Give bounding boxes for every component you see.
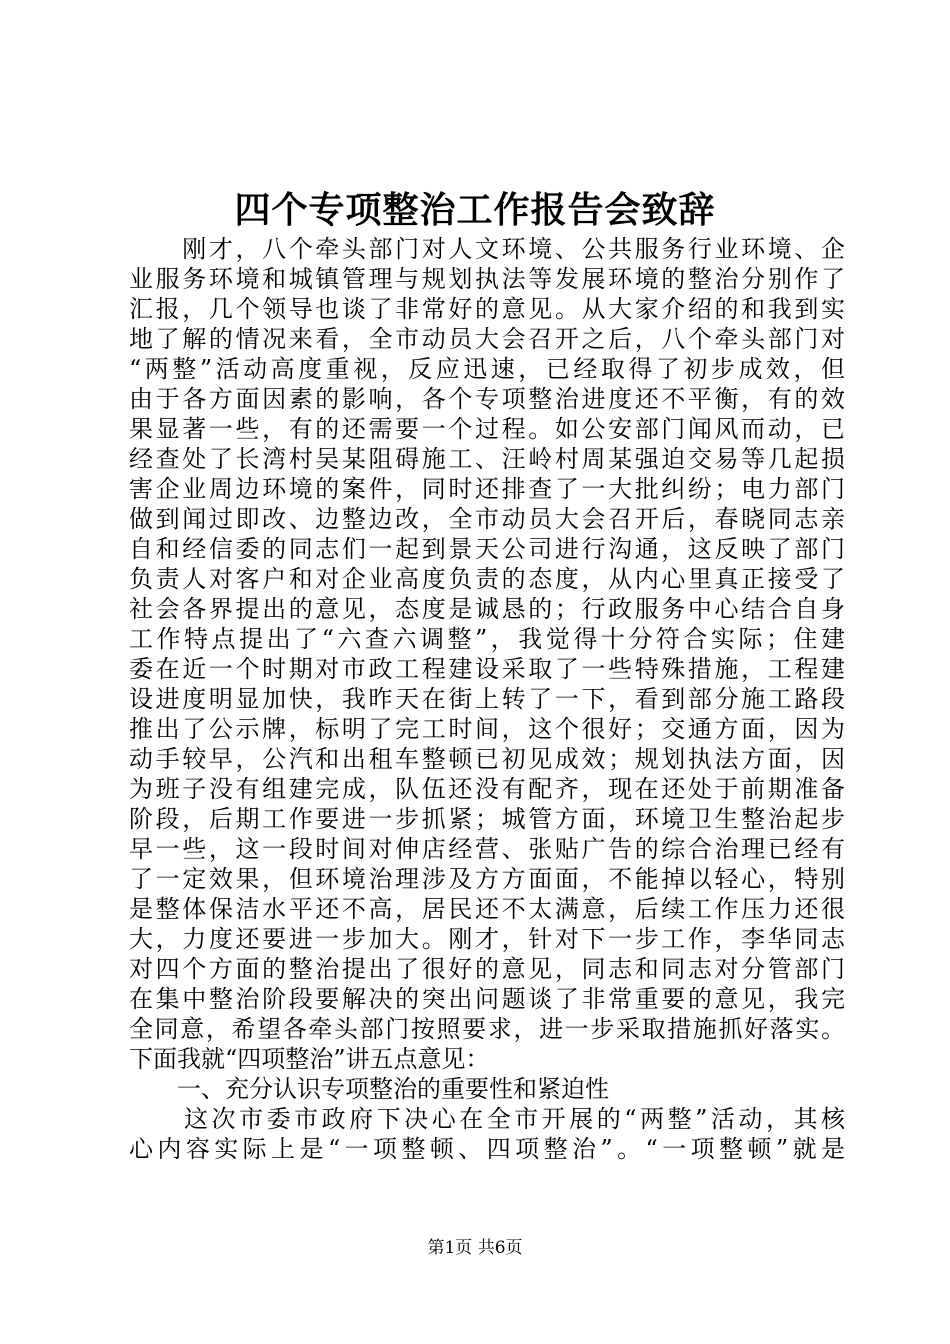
document-title: 四个专项整治工作报告会致辞: [234, 189, 716, 231]
body-line: 了一定效果，但环境治理涉及方方面面，不能掉以轻心，特别: [129, 865, 845, 893]
body-line: 心内容实际上是“一项整顿、四项整治”。“一项整顿”就是: [129, 1135, 845, 1163]
body-line: 自和经信委的同志们一起到景天公司进行沟通，这反映了部门: [129, 535, 845, 563]
body-line: 汇报，几个领导也谈了非常好的意见。从大家介绍的和我到实: [129, 295, 845, 323]
body-line: 阶段，后期工作要进一步抓紧；城管方面，环境卫生整治起步: [129, 805, 845, 833]
body-line: 在集中整治阶段要解决的突出问题谈了非常重要的意见，我完: [129, 985, 845, 1013]
document-body: [129, 234, 845, 1164]
body-line: 动手较早，公汽和出租车整顿已初见成效；规划执法方面，因: [129, 745, 845, 773]
body-line: 做到闻过即改、边整边改，全市动员大会召开后，春晓同志亲: [129, 505, 845, 533]
body-line: 设进度明显加快，我昨天在街上转了一下，看到部分施工路段: [129, 685, 845, 713]
body-line: 地了解的情况来看，全市动员大会召开之后，八个牵头部门对: [129, 325, 845, 353]
body-line: 社会各界提出的意见，态度是诚恳的；行政服务中心结合自身: [129, 595, 845, 623]
body-line: 是整体保洁水平还不高，居民还不太满意，后续工作压力还很: [129, 895, 845, 923]
body-line: 业服务环境和城镇管理与规划执法等发展环境的整治分别作了: [129, 265, 845, 293]
body-line: “两整”活动高度重视，反应迅速，已经取得了初步成效，但: [129, 355, 845, 383]
body-line: 果显著一些，有的还需要一个过程。如公安部门闻风而动，已: [129, 415, 845, 443]
body-line: 害企业周边环境的案件，同时还排查了一大批纠纷；电力部门: [129, 475, 845, 503]
body-line: 推出了公示牌，标明了完工时间，这个很好；交通方面，因为: [129, 715, 845, 743]
body-line: 这次市委市政府下决心在全市开展的“两整”活动，其核: [129, 1105, 845, 1133]
body-line: 工作特点提出了“六查六调整”，我觉得十分符合实际；住建: [129, 625, 845, 653]
body-line: 为班子没有组建完成，队伍还没有配齐，现在还处于前期准备: [129, 775, 845, 803]
body-line: 经查处了长湾村吴某阻碍施工、汪岭村周某强迫交易等几起损: [129, 445, 845, 473]
body-line: 早一些，这一段时间对伸店经营、张贴广告的综合治理已经有: [129, 835, 845, 863]
body-line: 全同意，希望各牵头部门按照要求，进一步采取措施抓好落实。: [129, 1015, 845, 1043]
body-line: 刚才，八个牵头部门对人文环境、公共服务行业环境、企: [129, 235, 845, 263]
body-line: 大，力度还要进一步加大。刚才，针对下一步工作，李华同志: [129, 925, 845, 953]
body-line: 下面我就“四项整治”讲五点意见：: [129, 1045, 490, 1073]
section-heading: 一、充分认识专项整治的重要性和紧迫性: [129, 1075, 609, 1103]
page-number-footer: 第1页 共6页: [427, 1238, 523, 1258]
body-line: 委在近一个时期对市政工程建设采取了一些特殊措施，工程建: [129, 655, 845, 683]
body-line: 由于各方面因素的影响，各个专项整治进度还不平衡，有的效: [129, 385, 845, 413]
body-line: 对四个方面的整治提出了很好的意见，同志和同志对分管部门: [129, 955, 845, 983]
body-line: 负责人对客户和对企业高度负责的态度，从内心里真正接受了: [129, 565, 845, 593]
